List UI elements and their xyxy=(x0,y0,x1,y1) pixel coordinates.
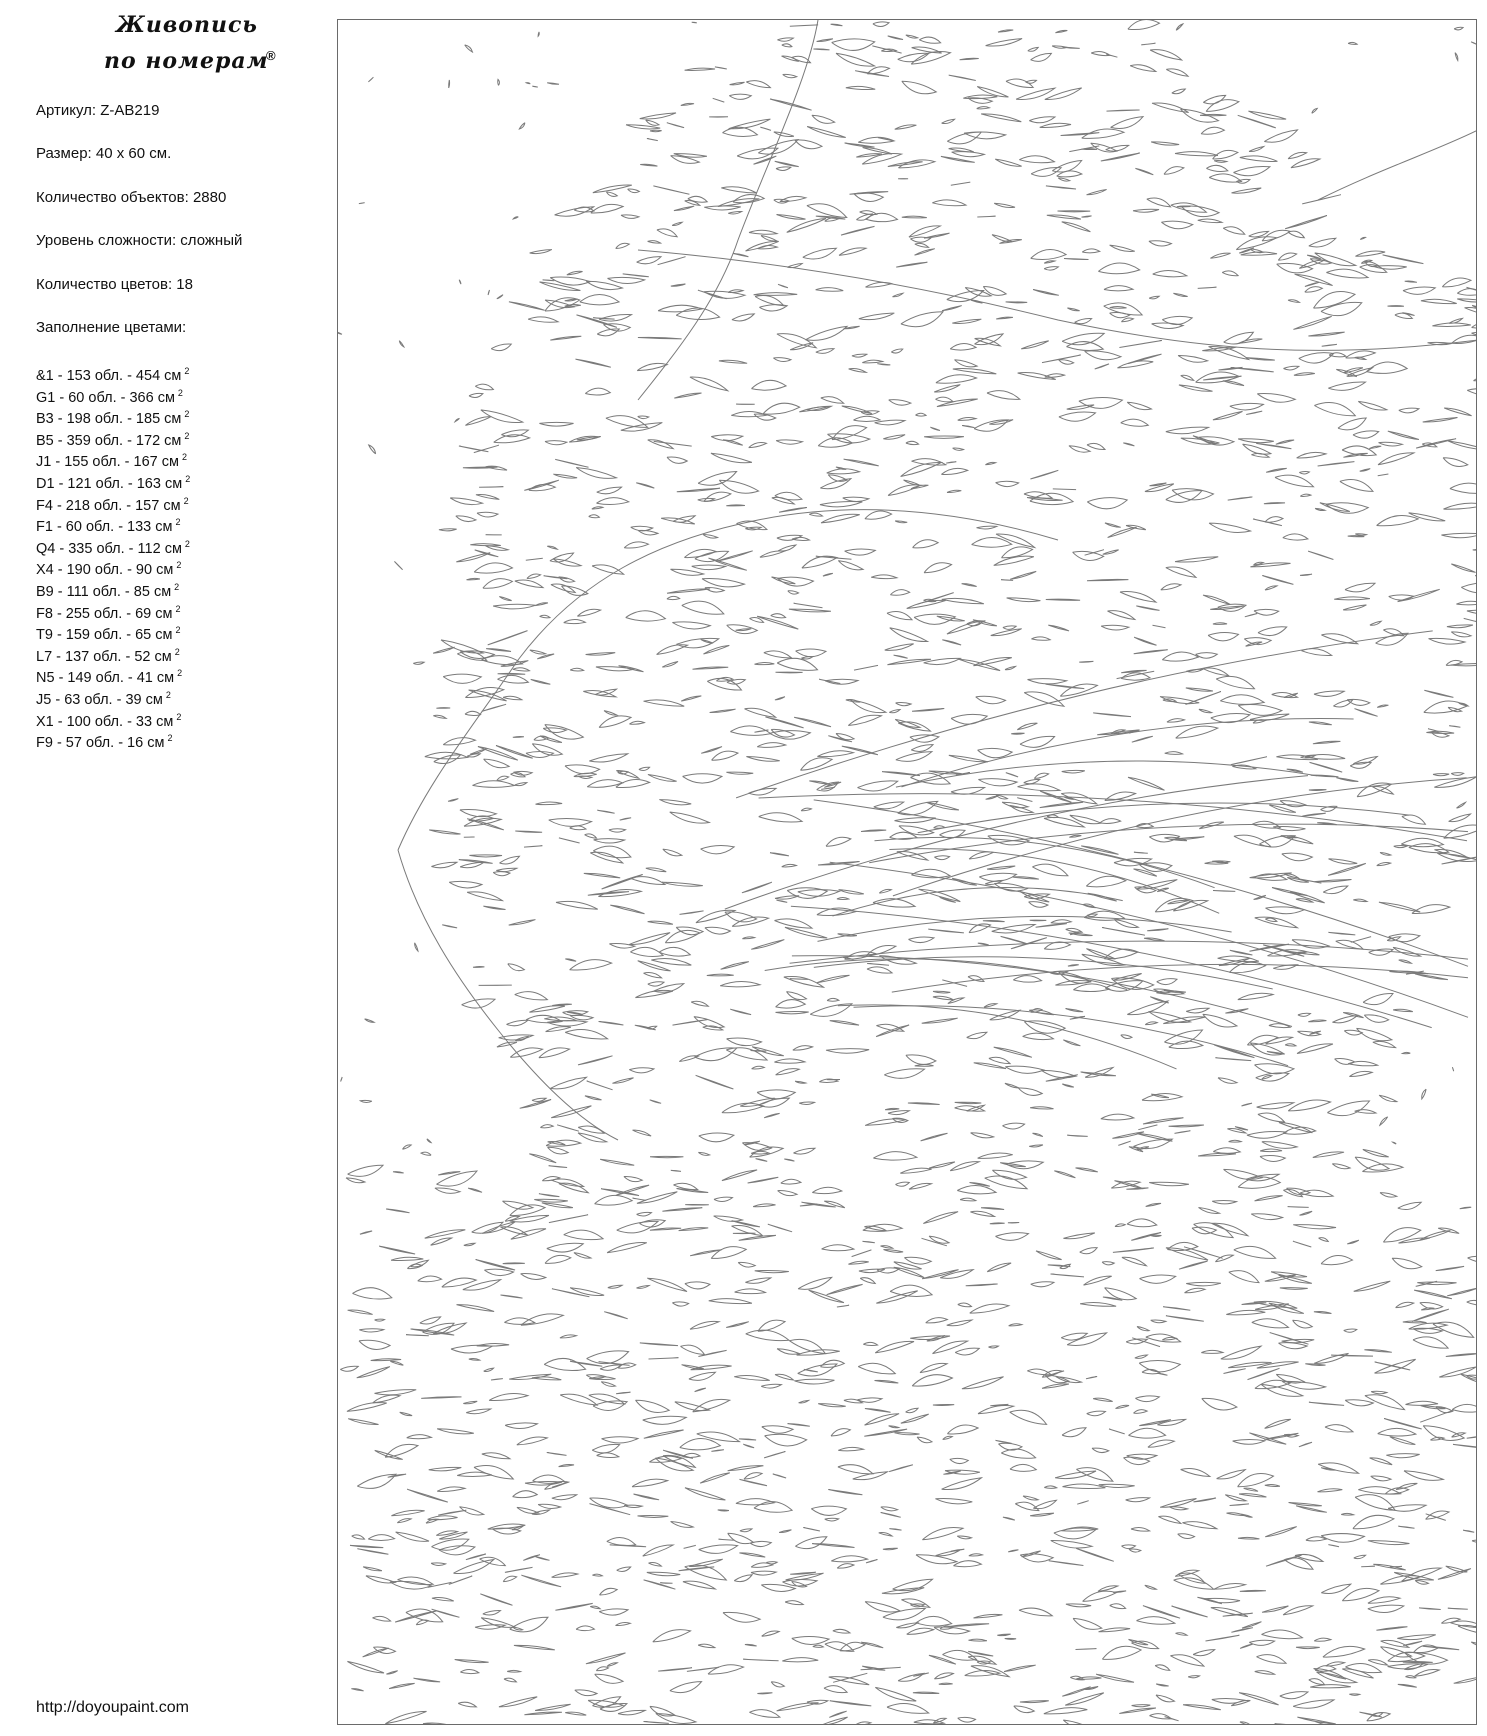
palette-item-text: &1 - 153 обл. - 454 см xyxy=(36,368,182,384)
palette-item xyxy=(36,728,190,750)
palette-item-unit-exponent: 2 xyxy=(175,603,181,614)
palette-item-unit-exponent: 2 xyxy=(177,387,183,398)
palette-item-text: B3 - 198 обл. - 185 см xyxy=(36,411,182,428)
article-label: Артикул: Z-AB219 xyxy=(36,102,160,119)
palette-item xyxy=(36,599,190,621)
palette-item xyxy=(36,707,190,729)
registered-mark: ® xyxy=(266,48,276,63)
palette-item xyxy=(36,577,190,599)
brand-logo xyxy=(96,12,286,82)
palette-item-text: F4 - 218 обл. - 157 см xyxy=(36,497,181,514)
palette-item xyxy=(36,469,190,491)
logo-text-line1: Живопись xyxy=(116,12,258,38)
info-sidebar xyxy=(0,0,330,1736)
palette-item xyxy=(36,383,190,405)
palette-item-unit-exponent: 2 xyxy=(174,646,180,657)
palette-item-unit-exponent: 2 xyxy=(175,517,181,528)
palette-item xyxy=(36,426,190,448)
palette-item-unit-exponent: 2 xyxy=(177,668,183,679)
website-link[interactable]: http://doyoupaint.com xyxy=(36,1699,189,1716)
palette-item-unit-exponent: 2 xyxy=(185,473,191,484)
palette-item xyxy=(36,555,190,577)
palette-item-unit-exponent: 2 xyxy=(183,495,189,506)
palette-item-unit-exponent: 2 xyxy=(167,733,173,744)
palette-item-unit-exponent: 2 xyxy=(176,711,182,722)
palette-item xyxy=(36,534,190,556)
palette-item-text: J5 - 63 обл. - 39 см xyxy=(36,691,163,708)
palette-item-unit-exponent: 2 xyxy=(184,538,190,549)
palette-item xyxy=(36,404,190,426)
palette-item-unit-exponent: 2 xyxy=(174,581,180,592)
palette-item xyxy=(36,642,190,664)
palette-item-text: Q4 - 335 обл. - 112 см xyxy=(36,540,182,557)
palette-item xyxy=(36,447,190,469)
objects-count-label: Количество объектов: 2880 xyxy=(36,189,227,206)
palette-item-unit-exponent: 2 xyxy=(184,366,190,376)
palette-item xyxy=(36,685,190,707)
palette-item xyxy=(36,361,190,383)
palette-item xyxy=(36,663,190,685)
colors-count-label: Количество цветов: 18 xyxy=(36,276,193,293)
palette-list xyxy=(36,361,190,750)
palette-item-text: L7 - 137 обл. - 52 см xyxy=(36,648,172,665)
line-art-drawing xyxy=(338,20,1477,1725)
palette-item-text: B5 - 359 обл. - 172 см xyxy=(36,432,182,449)
palette-item-text: X4 - 190 обл. - 90 см xyxy=(36,562,174,579)
palette-item xyxy=(36,620,190,642)
palette-item-text: D1 - 121 обл. - 163 см xyxy=(36,475,183,492)
palette-item xyxy=(36,491,190,513)
difficulty-label: Уровень сложности: сложный xyxy=(36,232,243,249)
palette-item-text: T9 - 159 обл. - 65 см xyxy=(36,627,173,644)
palette-item-text: G1 - 60 обл. - 366 см xyxy=(36,389,175,406)
palette-item-unit-exponent: 2 xyxy=(184,430,190,441)
palette-item-text: B9 - 111 обл. - 85 см xyxy=(36,583,172,600)
palette-item-unit-exponent: 2 xyxy=(175,625,181,636)
palette-item-unit-exponent: 2 xyxy=(176,560,182,571)
palette-item-unit-exponent: 2 xyxy=(181,452,187,463)
palette-item-text: X1 - 100 обл. - 33 см xyxy=(36,713,174,730)
fill-header: Заполнение цветами: xyxy=(36,319,187,336)
palette-item-unit-exponent: 2 xyxy=(165,689,171,700)
palette-item xyxy=(36,512,190,534)
palette-item-text: F8 - 255 обл. - 69 см xyxy=(36,605,173,622)
line-art-strokes xyxy=(338,20,1477,1725)
palette-item-unit-exponent: 2 xyxy=(184,409,190,420)
palette-item-text: F1 - 60 обл. - 133 см xyxy=(36,519,173,536)
coloring-canvas xyxy=(337,19,1477,1725)
palette-item-text: J1 - 155 обл. - 167 см xyxy=(36,454,179,471)
size-label: Размер: 40 х 60 см. xyxy=(36,145,172,162)
logo-text-line2: по номерам xyxy=(104,48,269,74)
palette-item-text: N5 - 149 обл. - 41 см xyxy=(36,670,175,687)
palette-item-text: F9 - 57 обл. - 16 см xyxy=(36,735,165,752)
